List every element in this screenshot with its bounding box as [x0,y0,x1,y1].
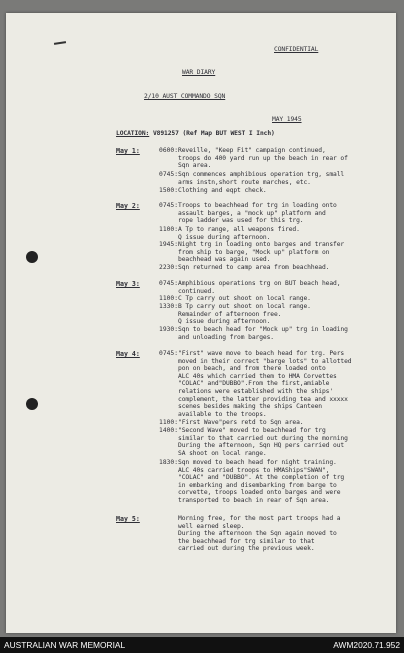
period: MAY 1945 [272,116,302,123]
entry-time: 1945: [159,241,178,248]
entry-time: 1330: [159,303,178,310]
footer-reference: AWM2020.71.952 [333,640,400,650]
entry-time: 0745: [159,350,178,357]
archive-footer [0,637,404,653]
entry-text: Sqn to beach head for "Mock up" trg in loading and unloading from barges. [178,326,348,341]
entry-date: May 4: [116,350,140,358]
unit-name: 2/10 AUST COMMANDO SQN [144,93,226,100]
location-label: LOCATION: [116,130,150,137]
entry-text: "First Wave"pers retd to Sqn area. [178,419,304,426]
entry-text: Troops to beachhead for trg in loading onto assault barges, a "mock up" platform and rope ladder was used for this trg. [178,202,337,225]
location-value: V891257 (Ref Map BUT WEST I Inch) [152,130,275,137]
footer-institution: AUSTRALIAN WAR MEMORIAL [4,640,126,650]
entry-text: Reveille, "Keep Fit" campaign continued, troops do 400 yard run up the beach in rear of Sqn area. [178,147,348,170]
entry-text: Sqn moved to beach head for night training. ALC 40s carried troops to HMAShips"SWAN", "COLAC" and "DUBBO". At the completion of trg in embarking and disembarking from barge to corvette, troops loaded onto barges and were transported to beach in rear of Sqn area. [178,459,345,504]
entry-date: May 2: [116,202,140,210]
punch-hole-top [26,251,38,263]
entry-text: Sqn commences amphibious operation trg, small arms instn,short route marches, etc. [178,171,345,186]
entry-date: May 5: [116,515,140,523]
entry-time: 1100: [159,419,178,426]
entry-text: A Tp to range, all weapons fired. Q issue during afternoon. [178,226,300,241]
entry-date: May 1: [116,147,140,155]
entry-time: 0745: [159,171,178,178]
diary-title: WAR DIARY [182,69,216,76]
entry-time: 1100: [159,226,178,233]
entry-text: Amphibious operations trg on BUT beach head, continued. [178,280,341,295]
entry-time: 0600: [159,147,178,154]
entry-time: 1930: [159,326,178,333]
punch-hole-bottom [26,398,38,410]
document-page [6,13,396,633]
classification: CONFIDENTIAL [274,46,319,53]
entry-time: 1830: [159,459,178,466]
entry-time: 0745: [159,202,178,209]
entry-time: 1400: [159,427,178,434]
entry-text: C Tp carry out shoot on local range. [178,295,311,302]
entry-text: Morning free, for the most part troops had a well earned sleep. During the afternoon the Sqn again moved to the beachhead for trg similar to that carried out during the previous week. [178,515,341,553]
entry-text: B Tp carry out shoot on local range. Remainder of afternoon free. Q issue during afternoon. [178,303,311,326]
entry-text: Sqn returned to camp area from beachhead. [178,264,330,271]
pen-mark [54,41,66,45]
entry-text: "Second Wave" moved to beachhead for trg similar to that carried out during the morning During the afternoon, Sqn HQ pers carried out SA shoot on local range. [178,427,348,457]
entry-time: 0745: [159,280,178,287]
entry-time: 1100: [159,295,178,302]
entry-text: Night trg in loading onto barges and transfer from ship to barge, "Mock up" platform on beachhead was again used. [178,241,345,264]
entry-date: May 3: [116,280,140,288]
entry-time: 1500: [159,187,178,194]
entry-text: Clothing and eqpt check. [178,187,267,194]
entry-time: 2230: [159,264,178,271]
entry-text: "First" wave move to beach head for trg. Pers moved in their correct "barge lots" to allotted pon on beach, and from there loaded onto ALC 40s which carried them to HMA Corvettes "COLAC" and"DUBBO".From the first,amiable relations were established with the ships' complement, the latter providing tea and xxxxx scenes besides making the ships Canteen available to the troops. [178,350,352,418]
location-line [116,130,275,138]
